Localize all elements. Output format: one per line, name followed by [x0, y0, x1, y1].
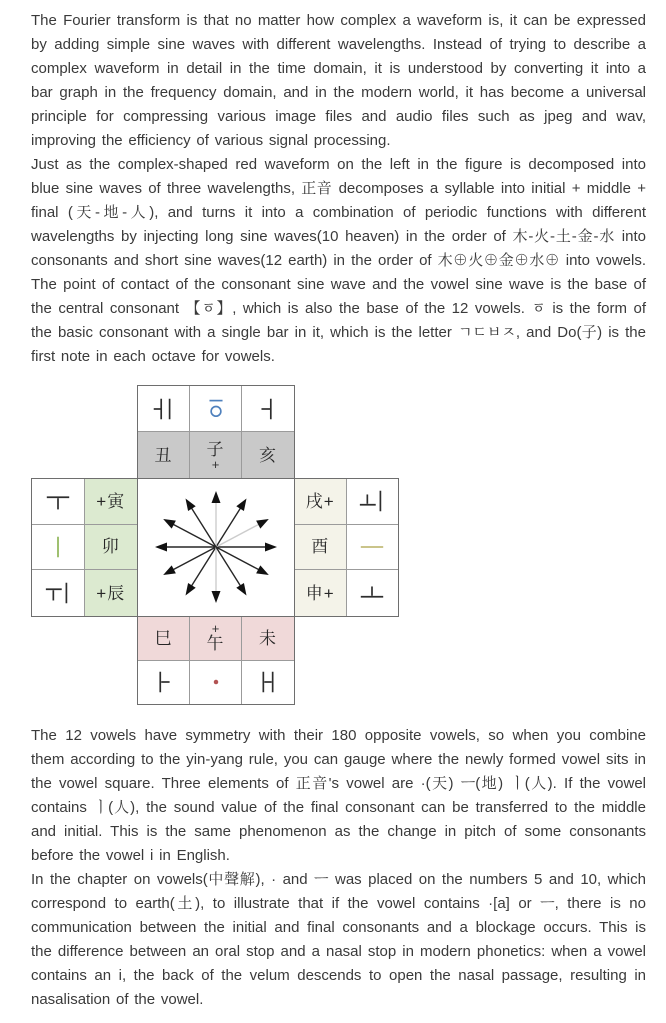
branch-label: 未: [259, 628, 277, 648]
branch-cell-jin: [85, 570, 138, 616]
vowel-cell-ae: [242, 661, 294, 705]
branch-cell-sul: [295, 479, 347, 525]
vowel-cell-eu: [347, 525, 399, 571]
jamo-eu-icon: [358, 533, 386, 561]
figure-center-cell: [137, 478, 295, 617]
branch-cell-in: [85, 479, 138, 525]
plus-mark: +: [211, 621, 220, 637]
vowel-cell-wi: [32, 570, 85, 616]
branch-cell-sin: [295, 570, 347, 616]
jamo-i-icon: [44, 533, 72, 561]
vowel-cell-araea: [190, 661, 242, 705]
branch-label: +辰: [96, 583, 126, 603]
paragraph-vowel-symmetry: The 12 vowels have symmetry with their 180 opposite vowels, so when you combine them according to the yin-yang rule, you can gauge where the newly formed vowel sits in the vowel square. Three elements of 正音's vowel are ·(天) ㅡ(地) ㅣ(人). If the vowel contains ㅣ(人), the sound value of the final consonant can be transferred to the middle and initial. This is the same phenomenon as the change in pitch of some consonants before the vowel i in English.: [31, 727, 646, 864]
paragraph-fourier-transform: The Fourier transform is that no matter how complex a waveform is, it can be expressed by adding simple sine waves with different wavelengths. Instead of trying to describe a complex waveform in detail in the time domain, it is understood by converting it into a bar graph in the frequency domain, and in the modern world, it has become a universal principle for compressing various image files and audio files such as jpeg and wav, improving the efficiency of various signal processing.: [31, 12, 646, 149]
jamo-yeorinhieut-icon: [202, 395, 230, 423]
vowel-cell-e: [138, 386, 190, 432]
figure-right-block: [294, 478, 399, 617]
branch-cell-o-horse: [190, 617, 242, 661]
plus-mark: +: [211, 457, 220, 472]
branch-cell-yu: [295, 525, 347, 571]
branch-cell-chuk: [138, 432, 190, 478]
jamo-wi-icon: [44, 579, 72, 607]
paragraph-jeongeum-decomposition: Just as the complex-shaped red waveform on the left in the figure is decomposed into blue sine waves of three wavelengths, 正音 decomposes a syllable into initial + middle + final (天-地-人), and turns it into a combination of periodic functions with different wavelengths by injecting long sine waves(10 heaven) in the order of 木-火-土-金-水 into consonants and short sine waves(12 earth) in the order of 木⊕火⊕金⊕水⊕ into vowels. The point of contact of the consonant sine wave and the vowel sine wave is the base of the central consonant 【ㆆ】, which is also the base of the 12 vowels. ㆆ is the form of the basic consonant with a single bar in it, which is the letter ㄱㄷㅂㅈ, and Do(子) is the first note in each octave for vowels.: [31, 156, 646, 365]
vowel-cell-eo: [242, 386, 294, 432]
jamo-eo-icon: [254, 395, 282, 423]
branch-cell-hae: [242, 432, 294, 478]
paragraph-chapter-on-vowels: In the chapter on vowels(中聲解), · and ㅡ was placed on the numbers 5 and 10, which correspond to earth(土), to illustrate that if the vowel contains ·[a] or ㅡ, there is no communication between the initial and final consonants and a blockage occurs. This is the difference between an oral stop and a nasal stop in modern phonetics: when a vowel contains an i, the back of the velum descends to open the nasal passage, resulting in nasalisation of the vowel.: [31, 871, 646, 1008]
branch-label: 酉: [311, 537, 330, 557]
branch-label: 子: [206, 440, 225, 459]
jamo-oe-icon: [358, 487, 386, 515]
vowel-cell-o: [347, 570, 399, 616]
vowel-cell-i: [32, 525, 85, 571]
branch-label: 申+: [305, 583, 335, 603]
jamo-a-icon: [150, 668, 178, 696]
jamo-araea-dot-icon: [202, 668, 230, 696]
branch-label: 巳: [154, 628, 173, 648]
branch-cell-myo: [85, 525, 138, 571]
vowel-cell-oe: [347, 479, 399, 525]
vowel-cell-yeorinhieut: [190, 386, 242, 432]
branch-cell-ja: [190, 432, 242, 478]
vowel-cell-a: [138, 661, 190, 705]
figure-left-block: [31, 478, 138, 617]
branch-cell-sa: [138, 617, 190, 661]
branch-label: 戌+: [305, 491, 335, 511]
figure-top-block: [137, 385, 295, 479]
branch-label: 亥: [259, 445, 277, 465]
branch-cell-mi: [242, 617, 294, 661]
jamo-u-icon: [44, 487, 72, 515]
vowel-square-diagram: [31, 385, 399, 705]
jamo-o-icon: [358, 579, 386, 607]
branch-label: +寅: [96, 491, 126, 511]
center-arrows-svg: [138, 479, 294, 616]
branch-label: 午: [206, 634, 225, 654]
figure-bottom-block: [137, 616, 295, 705]
branch-label: 卯: [101, 537, 120, 557]
branch-label: 丑: [154, 445, 173, 465]
jamo-ae-icon: [254, 668, 282, 696]
jamo-e-icon: [150, 395, 178, 423]
vowel-cell-u: [32, 479, 85, 525]
